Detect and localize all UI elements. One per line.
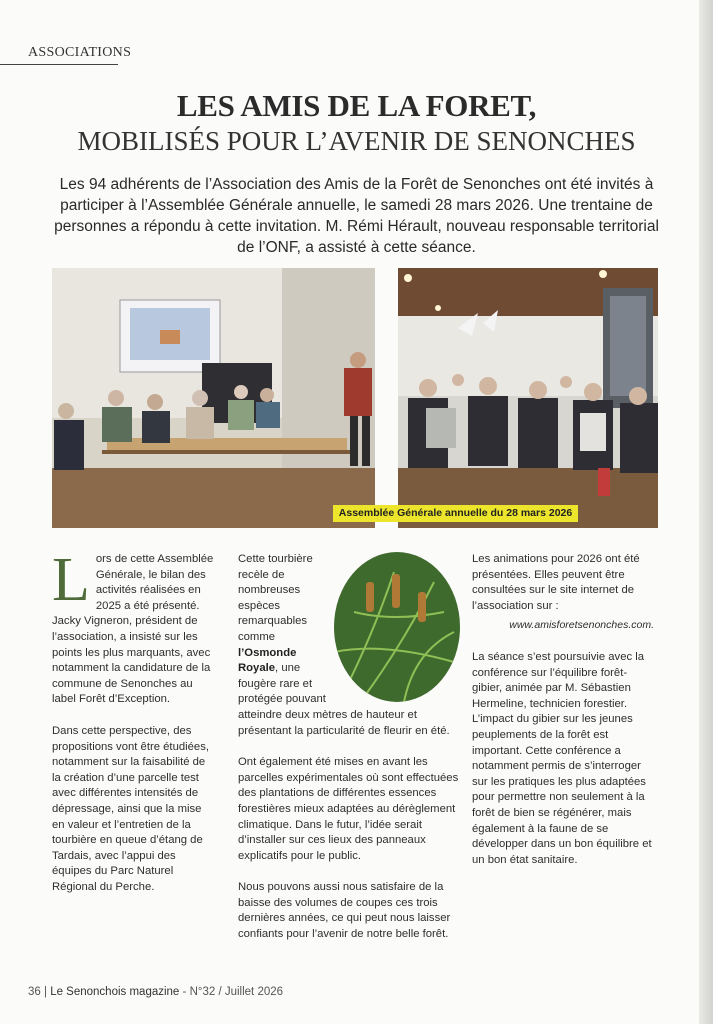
article-lead: Les 94 adhérents de l’Association des Amis de la Forêt de Senonches ont été invités à participer à l’Assemblée Générale annuelle, le samedi 28 mars 2026. Une trentaine de personnes a répondu à cette invitation. M. Rémi Hérault, nouveau responsable territorial de l’ONF, a assisté à cette séance. bbox=[54, 176, 659, 256]
drop-cap: L bbox=[52, 546, 90, 614]
article-title: LES AMIS DE LA FORET, bbox=[176, 88, 537, 123]
page-number: 36 bbox=[28, 986, 41, 998]
article-column-2 bbox=[238, 552, 460, 959]
issue-info: - N°32 / Juillet 2026 bbox=[182, 986, 284, 998]
magazine-name: Le Senonchois magazine bbox=[50, 986, 180, 998]
paragraph-text: Cette tourbière recèle de nombreuses espèces remarquables comme bbox=[238, 553, 313, 643]
paragraph bbox=[238, 552, 460, 739]
photo-caption: Assemblée Générale annuelle du 28 mars 2026 bbox=[333, 505, 578, 522]
section-label: ASSOCIATIONS bbox=[28, 45, 132, 60]
highlight-osmonde: l’Osmonde Royale bbox=[238, 646, 297, 675]
paragraph: Nous pouvons aussi nous satisfaire de la baisse des volumes de coupes ces trois dernières années, ce qui peut nous laisser confiants pour l’avenir de notre belle forêt. bbox=[238, 881, 451, 941]
article-column-1 bbox=[52, 546, 214, 911]
page-footer bbox=[28, 986, 283, 998]
footer-divider: | bbox=[44, 986, 51, 998]
paragraph-text: , une fougère rare et protégée pouvant atteindre deux mètres de hauteur et présentant la particularité de fleurir en été. bbox=[238, 662, 450, 737]
paragraph: Dans cette perspective, des propositions vont être étudiées, notamment sur la faisabilité de la création d’une parcelle test avec différentes intensités de dépressage, ainsi que la mise en valeur et l’entretien de la tourbière en queue d’étang de Tardais, avec l’appui des équipes du Parc Naturel Régional du Perche. bbox=[52, 724, 209, 893]
paragraph: La séance s’est poursuivie avec la conférence sur l’équilibre forêt-gibier, animée par M. Sébastien Hermeline, technicien forestier. L’impact du gibier sur les jeunes peuplements de la forêt est important. Cette conférence a notamment permis de s’interroger sur les pratiques les plus adaptées pour permettre non seulement à la forêt de bien se régénérer, mais également à la faune de se développer dans un bon équilibre et un bon état sanitaire. bbox=[472, 650, 652, 866]
article-column-3 bbox=[472, 552, 654, 884]
section-divider bbox=[0, 64, 118, 65]
meeting-photo-right bbox=[398, 268, 658, 528]
paragraph: Les animations pour 2026 ont été présentées. Elles peuvent être consultées sur le site internet de l’association sur : bbox=[472, 553, 640, 612]
article-subtitle: MOBILISÉS POUR L’AVENIR DE SENONCHES bbox=[77, 126, 636, 156]
fern-photo bbox=[334, 552, 460, 702]
meeting-photo-left bbox=[52, 268, 375, 528]
paragraph bbox=[52, 546, 214, 708]
paragraph: Ont également été mises en avant les parcelles expérimentales où sont effectuées des plantations de différentes essences forestières mieux adaptées au dérèglement climatique. Dans le futur, l’idée serait d’installer sur ces lieux des panneaux explicatifs pour le public. bbox=[238, 756, 459, 862]
website-link[interactable]: www.amisforetsenonches.com. bbox=[509, 619, 654, 632]
paragraph-text: ors de cette Assemblée Générale, le bilan des activités réalisées en 2025 a été présenté. Jacky Vigneron, président de l’association, a insisté sur les points les plus marquants, avec notamment la candidature de la commune de Senonches au label Forêt d’Exception. bbox=[52, 553, 214, 706]
